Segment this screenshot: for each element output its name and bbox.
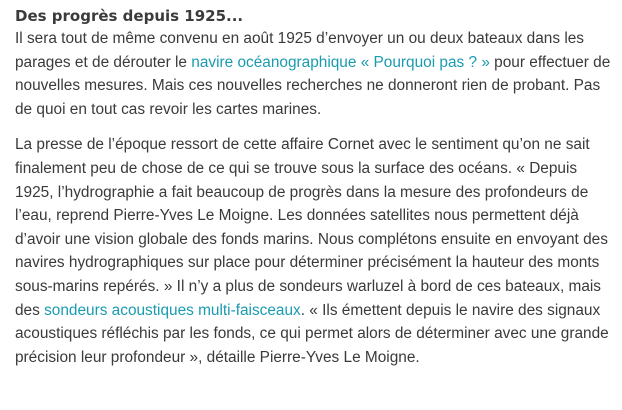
paragraph-1-text-start: Il sera tout de même convenu en août 1925 d’envoyer un ou deux bateaux dans les parages et de dérouter le (15, 30, 584, 71)
pourquoi-pas-vessel-link[interactable]: navire océanographique « Pourquoi pas ? » (191, 53, 490, 71)
paragraph-2 (15, 133, 615, 369)
paragraph-1 (15, 27, 615, 121)
section-heading: Des progrès depuis 1925... (15, 7, 244, 25)
paragraph-2-text-end: . « Ils émettent depuis le navire des signaux acoustiques réfléchis par les fonds, ce qui permet alors de déterminer avec une grande précision leur profondeur », détaille Pierre-Yves Le Moigne. (15, 301, 609, 366)
multibeam-sonar-link[interactable]: sondeurs acoustiques multi-faisceaux (44, 301, 301, 319)
paragraph-1-text-end: pour effectuer de nouvelles mesures. Mais ces nouvelles recherches ne donneront rien de probant. Pas de quoi en tout cas revoir les cartes marines. (15, 53, 611, 118)
paragraph-2-text-start: La presse de l’époque ressort de cette affaire Cornet avec le sentiment qu’on ne sait finalement peu de chose de ce qui se trouve sous la surface des océans. « Depuis 1925, l’hydrographie a fait beaucoup de progrès dans la mesure des profondeurs de l’eau, reprend Pierre-Yves Le Moigne. Les données satellites nous permettent déjà d’avoir une vision globale des fonds marins. Nous complétons ensuite en envoyant des navires hydrographiques sur place pour déterminer précisément la hauteur des monts sous-marins repérés. » Il n’y a plus de sondeurs warluzel à bord de ces bateaux, mais des (15, 136, 608, 319)
article-section (15, 5, 615, 369)
